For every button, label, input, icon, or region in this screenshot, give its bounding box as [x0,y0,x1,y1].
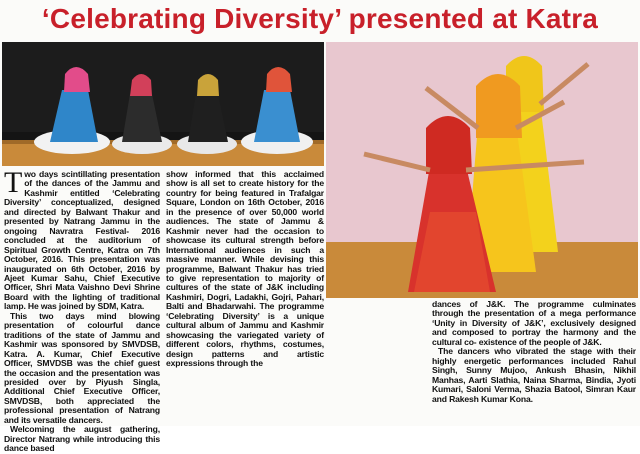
article-column-1 [4,166,160,454]
article-paragraph: This two days mind blowing presentation of colourful dance traditions of the state of Jammu and Kashmir was sponsored by SMVDSB, Katra. A. Kumar, Chief Executive Officer, SMVDSB was the chief guest the occasion and the presentation was presided over by Piyush Singla, Additional Chief Executive Officer, SMVDSB, both appreciated the professional presentation of Natrang and its versatile dancers. [4,310,160,425]
article-paragraph: dances of J&K. The programme culminates through the presentation of a mega performance ‘Unity in Diversity of J&K’, exclusively designed and composed to portray the harmony and the cultural co- existence of the people of J&K. [432,299,636,347]
article-paragraph: Welcoming the august gathering, Director Natrang while introducing this dance based [4,424,160,454]
photo-standing-dancers [326,42,638,298]
article-paragraph [4,166,160,312]
photo-seated-dancers [2,42,324,166]
dropcap: T [4,166,23,199]
headline: ‘Celebrating Diversity’ presented at Katra [41,3,599,34]
article-column-3 [432,300,636,404]
article-column-2 [166,170,324,369]
paragraph-text: wo days scintillating presentation of the dances of the Jammu and Kashmir entitled ‘Celebrating Diversity’ conceptualized, designed and directed by Balwant Thakur and presented by Natrang Jammu in the ongoing Navratra Festival- 2016 concluded at the auditorium of Spiritual Growth Centre, Katra on 7th October, 2016. This presentation was inaugurated on 6th October, 2016 by Ajeet Kumar Sahu, Chief Executive Officer, Shri Mata Vaishno Devi Shrine Board with the lighting of traditional lamp. He was joined by SDM, Katra. [4,169,160,312]
article-paragraph: show informed that this acclaimed show is all set to create history for the country for being featured in Trafalgar Square, London on 16th October, 2016 in the presence of over 50,000 world audiences. The state of Jammu & Kashmir never had the occasion to showcase its cultural strength before International audiences in such a massive manner. While devising this programme, Balwant Thakur has tried to give representation to majority of cultures of the state of J&K including Kashmiri, Dogri, Ladakhi, Gojri, Pahari, Balti and Bhadarwahi. The programme ‘Celebrating Diversity’ is a unique cultural album of Jammu and Kashmir showcasing the variegated variety of different colors, rhythms, costumes, design patterns and artistic expressions through the [166,169,324,369]
article-paragraph: The dancers who vibrated the stage with their highly energetic performances included Rahul Singh, Sunny Mujoo, Ankush Bhasin, Nikhil Manhas, Aarti Slathia, Naina Sharma, Bindia, Jyoti Kumari, Saloni Verma, Shazia Batool, Simran Kaur and Rakesh Kumar Kona. [432,346,636,404]
